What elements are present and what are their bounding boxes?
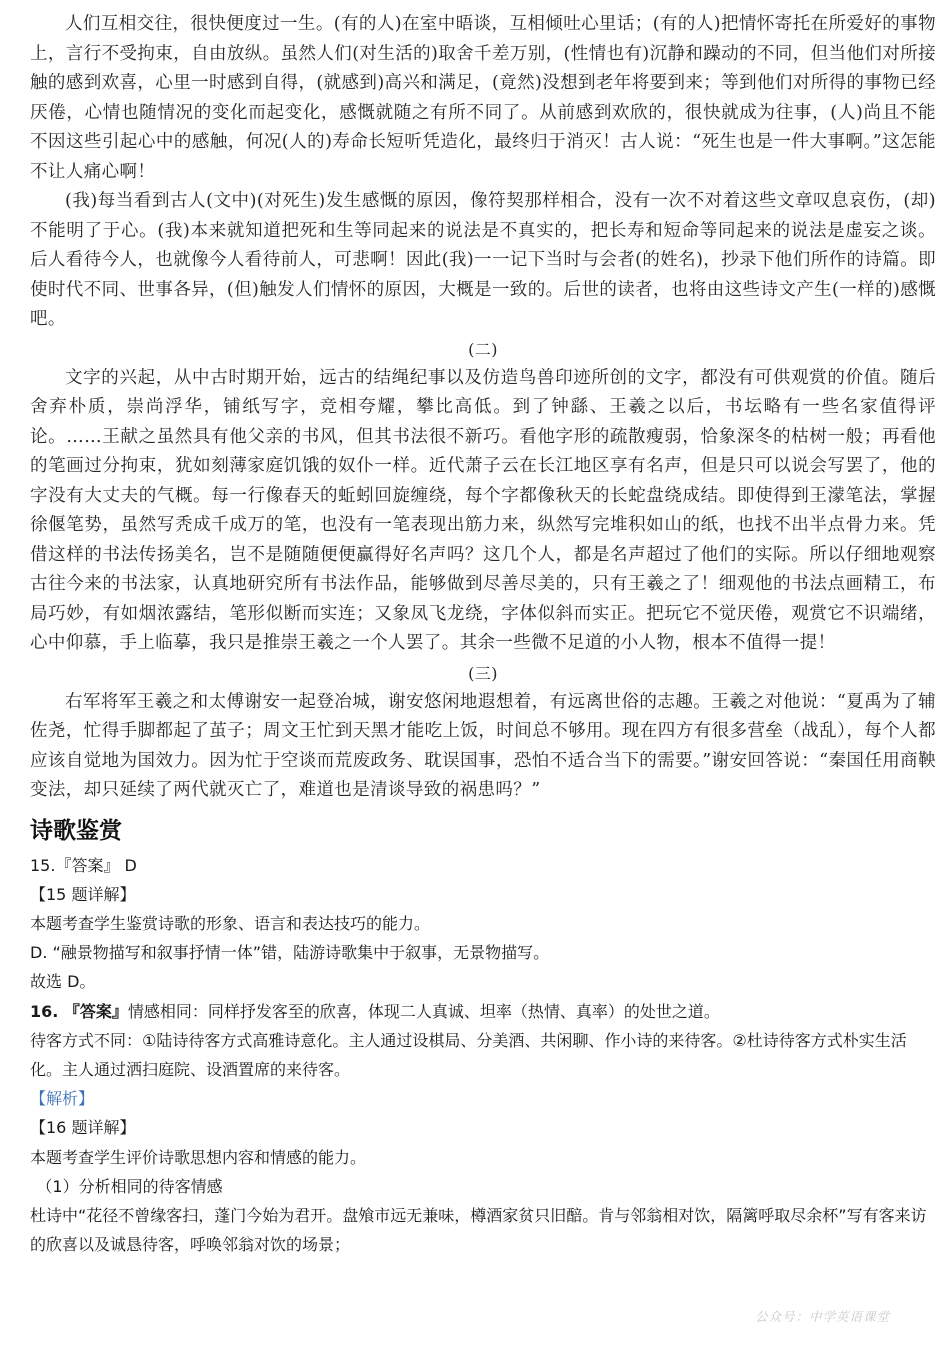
poetry-answers bbox=[30, 851, 936, 1260]
q15-line-1: 本题考查学生鉴赏诗歌的形象、语言和表达技巧的能力。 bbox=[30, 913, 431, 933]
section-marker-2: (二) bbox=[468, 339, 498, 359]
q15-line-2: D. “融景物描写和叙事抒情一体”错，陆游诗歌集中于叙事，无景物描写。 bbox=[30, 943, 550, 963]
translation-paragraph-1: 人们互相交往，很快便度过一生。(有的人)在室中晤谈，互相倾吐心里话；(有的人)把情怀寄托在所爱好的事物上，言行不受拘束，自由放纵。虽然人们(对生活的)取舍千差万别，(性情也有)沉静和躁动的不同，但当他们对所接触的感到欢喜，心里一时感到自得，(就感到)高兴和满足，(竟然)没想到老年将要到来；等到他们对所得的事物已经厌倦，心情也随情况的变化而起变化，感慨就随之有所不同了。从前感到欢欣的，很快就成为往事，(人)尚且不能不因这些引起心中的感触，何况(人的)寿命长短听凭造化，最终归于消灭！古人说：“死生也是一件大事啊。”这怎能不让人痛心啊！ bbox=[30, 14, 937, 182]
poetry-heading: 诗歌鉴赏 bbox=[30, 817, 122, 844]
q15-answer: 15.『答案』 D bbox=[30, 855, 137, 875]
translation-paragraph-2: (我)每当看到古人(文中)(对死生)发生感慨的原因，像符契那样相合，没有一次不对着这些文章叹息哀伤，(却)不能明了于心。(我)本来就知道把死和生等同起来的说法是不真实的，把长寿和短命等同起来的说法是虚妄之谈。后人看待今人，也就像今人看待前人，可悲啊！因此(我)一一记下当时与会者(的姓名)，抄录下他们所作的诗篇。即使时代不同、世事各异，(但)触发人们情怀的原因，大概是一致的。后世的读者，也将由这些诗文产生(一样的)感慨吧。 bbox=[30, 191, 937, 329]
watermark: 公众号：中学英语课堂 bbox=[754, 1309, 890, 1324]
q15-line-3: 故选 D。 bbox=[30, 972, 96, 992]
q16-line-5: 杜诗中“花径不曾缘客扫，蓬门今始为君开。盘飧市远无兼味，樽酒家贫只旧醅。肯与邻翁相对饮，隔篱呼取尽余杯”写有客来访的欣喜以及诚恳待客，呼唤邻翁对饮的场景； bbox=[30, 1205, 927, 1255]
q16-analysis-label: 【解析】 bbox=[30, 1089, 95, 1109]
q16-answer bbox=[30, 997, 936, 1026]
q16-answer-label: 16. 『答案』 bbox=[30, 1001, 128, 1021]
q16-line-2: 待客方式不同：①陆诗待客方式高雅诗意化。主人通过设棋局、分美酒、共闲聊、作小诗的来待客。②杜诗待客方式朴实生活化。主人通过洒扫庭院、设酒置席的来待客。 bbox=[30, 1030, 907, 1079]
translation-section bbox=[30, 10, 936, 806]
q15-detail-title: 【15 题详解】 bbox=[30, 884, 136, 904]
q16-detail-title: 【16 题详解】 bbox=[30, 1118, 136, 1138]
translation-paragraph-3: 文字的兴起，从中古时期开始，远古的结绳纪事以及仿造鸟兽印迹所创的文字，都没有可供观赏的价值。随后舍弃朴质，崇尚浮华，铺纸写字，竞相夸耀，攀比高低。到了钟繇、王羲之以后，书坛略有一些名家值得评论。……王献之虽然具有他父亲的书风，但其书法很不新巧。看他字形的疏散瘦弱，恰象深冬的枯树一般；再看他的笔画过分拘束，犹如刻薄家庭饥饿的奴仆一样。近代萧子云在长江地区享有名声，但是只可以说会写罢了，他的字没有大丈夫的气概。每一行像春天的蚯蚓回旋缠绕，每个字都像秋天的长蛇盘绕成结。即使得到王濛笔法，掌握徐偃笔势，虽然写秃成千成万的笔，也没有一笔表现出筋力来，纵然写完堆积如山的纸，也找不出半点骨力来。凭借这样的书法传扬美名，岂不是随随便便赢得好名声吗？这几个人，都是名声超过了他们的实际。所以仔细地观察古往今来的书法家，认真地研究所有书法作品，能够做到尽善尽美的，只有王羲之了！细观他的书法点画精工，布局巧妙，有如烟浓露结，笔形似断而实连；又象凤飞龙绕，字体似斜而实正。把玩它不觉厌倦，观赏它不识端绪，心中仰慕，手上临摹，我只是推崇王羲之一个人罢了。其余一些微不足道的小人物，根本不值得一提！ bbox=[30, 367, 936, 653]
q16-line-3: 本题考查学生评价诗歌思想内容和情感的能力。 bbox=[30, 1147, 367, 1167]
translation-paragraph-4: 右军将军王羲之和太傅谢安一起登冶城，谢安悠闲地遐想着，有远离世俗的志趣。王羲之对他说：“夏禹为了辅佐尧，忙得手脚都起了茧子；周文王忙到天黑才能吃上饭，时间总不够用。现在四方有很多营垒（战乱），每个人都应该自觉地为国效力。因为忙于空谈而荒废政务、耽误国事，恐怕不适合当下的需要。”谢安回答说：“秦国任用商鞅变法，却只延续了两代就灭亡了，难道也是清谈导致的祸患吗？” bbox=[30, 691, 936, 800]
q16-answer-text: 情感相同：同样抒发客至的欣喜，体现二人真诚、坦率（热情、真率）的处世之道。 bbox=[127, 1001, 720, 1021]
section-marker-3: (三) bbox=[468, 663, 498, 683]
q16-line-4: （1）分析相同的待客情感 bbox=[36, 1176, 223, 1196]
